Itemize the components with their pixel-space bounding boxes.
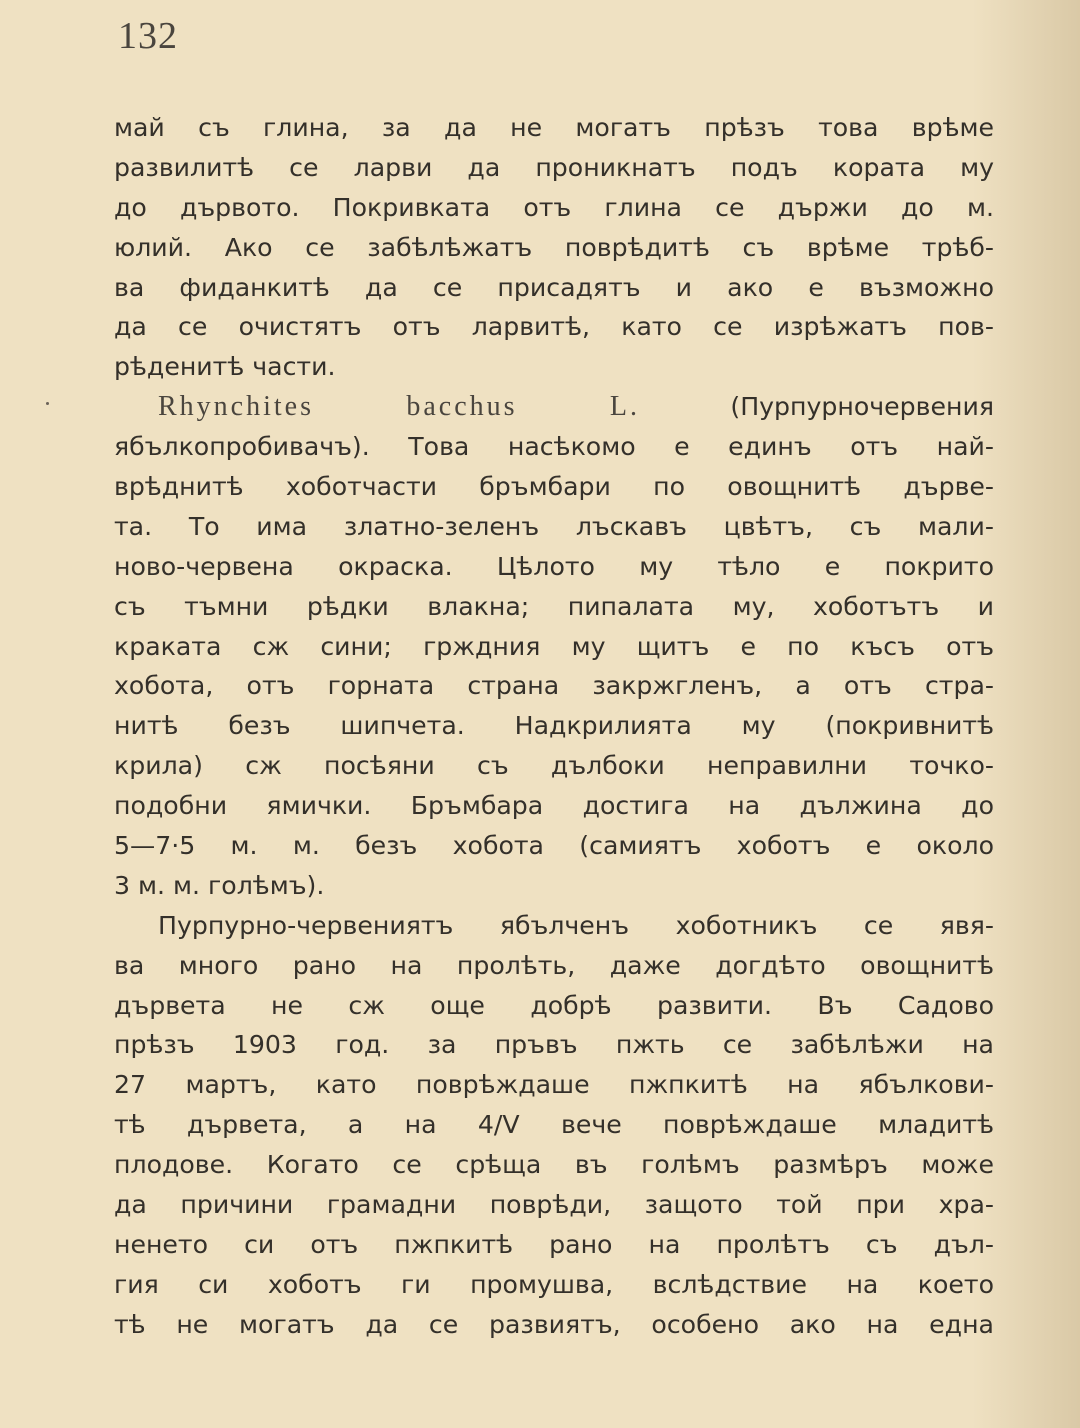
body-text xyxy=(114,108,994,1345)
text-line: съ тъмни рѣдки влакна; пипалата му, хоботътъ и xyxy=(114,591,994,621)
text-line: ва много рано на пролѣть, даже догдѣто овощнитѣ xyxy=(114,950,994,980)
text-line: ябълкопробивачъ). Това насѣкомо е единъ отъ най- xyxy=(114,432,994,462)
text-line: та. То има златно-зеленъ лъскавъ цвѣтъ, съ мали- xyxy=(114,511,994,541)
text-line: рѣденитѣ части. xyxy=(114,352,336,382)
text-line: до дървото. Покривката отъ глина се държи до м. xyxy=(114,192,994,222)
species-name: Rhynchites bacchus L. xyxy=(158,391,640,423)
text-line: прѣзъ 1903 год. за пръвъ пжть се забѣлѣжи на xyxy=(114,1030,994,1060)
text-line: ва фиданкитѣ да се присадятъ и ако е възможно xyxy=(114,272,994,302)
text-line: май съ глина, за да не могатъ прѣзъ това врѣме xyxy=(114,113,994,142)
text-line: ненето си отъ пжпкитѣ рано на пролѣтъ съ дъл- xyxy=(114,1229,994,1259)
text-line: краката сж сини; грждния му щитъ е по късъ отъ xyxy=(114,631,994,661)
text-line: ново-червена окраска. Цѣлото му тѣло е покрито xyxy=(114,551,994,581)
text-line: да се очистятъ отъ ларвитѣ, като се изрѣжатъ пов- xyxy=(114,312,994,342)
text-line: развилитѣ се ларви да проникнатъ подъ кората му xyxy=(114,152,994,182)
species-heading-line xyxy=(114,387,994,427)
margin-speck xyxy=(46,402,49,405)
text-line: плодове. Когато се срѣща въ голѣмъ размѣръ може xyxy=(114,1150,994,1180)
text-line: нитѣ безъ шипчета. Надкрилията му (покривнитѣ xyxy=(114,711,994,741)
text-line: Пурпурно-червениятъ ябълченъ хоботникъ се явя- xyxy=(158,910,994,940)
text-line: подобни ямички. Бръмбара достига на дължина до xyxy=(114,791,994,821)
text-line: гия си хоботъ ги промушва, вслѣдствие на което xyxy=(114,1269,994,1299)
text-line: дървета не сж още добрѣ развити. Въ Садово xyxy=(114,990,994,1020)
text-line: тѣ не могатъ да се развиятъ, особено ако на една xyxy=(114,1309,994,1339)
text-line: юлий. Ако се забѣлѣжатъ поврѣдитѣ съ врѣме трѣб- xyxy=(114,232,994,262)
species-common-name: (Пурпурночервения xyxy=(730,392,994,422)
text-line: хобота, отъ горната страна закржгленъ, а отъ стра- xyxy=(114,671,994,701)
text-line: да причини грамадни поврѣди, защото той при хра- xyxy=(114,1190,994,1220)
text-line: 3 м. м. голѣмъ). xyxy=(114,870,325,900)
text-line: 5—7·5 м. м. безъ хобота (самиятъ хоботъ е около xyxy=(114,831,994,861)
text-line: крила) сж посѣяни съ дълбоки неправилни точко- xyxy=(114,751,994,781)
text-line: врѣднитѣ хоботчасти бръмбари по овощнитѣ дърве- xyxy=(114,472,994,502)
page-number: 132 xyxy=(118,15,178,57)
text-line: 27 мартъ, като поврѣждаше пжпкитѣ на ябълкови- xyxy=(114,1070,994,1100)
text-line: тѣ дървета, а на 4/V вече поврѣждаше младитѣ xyxy=(114,1110,994,1140)
